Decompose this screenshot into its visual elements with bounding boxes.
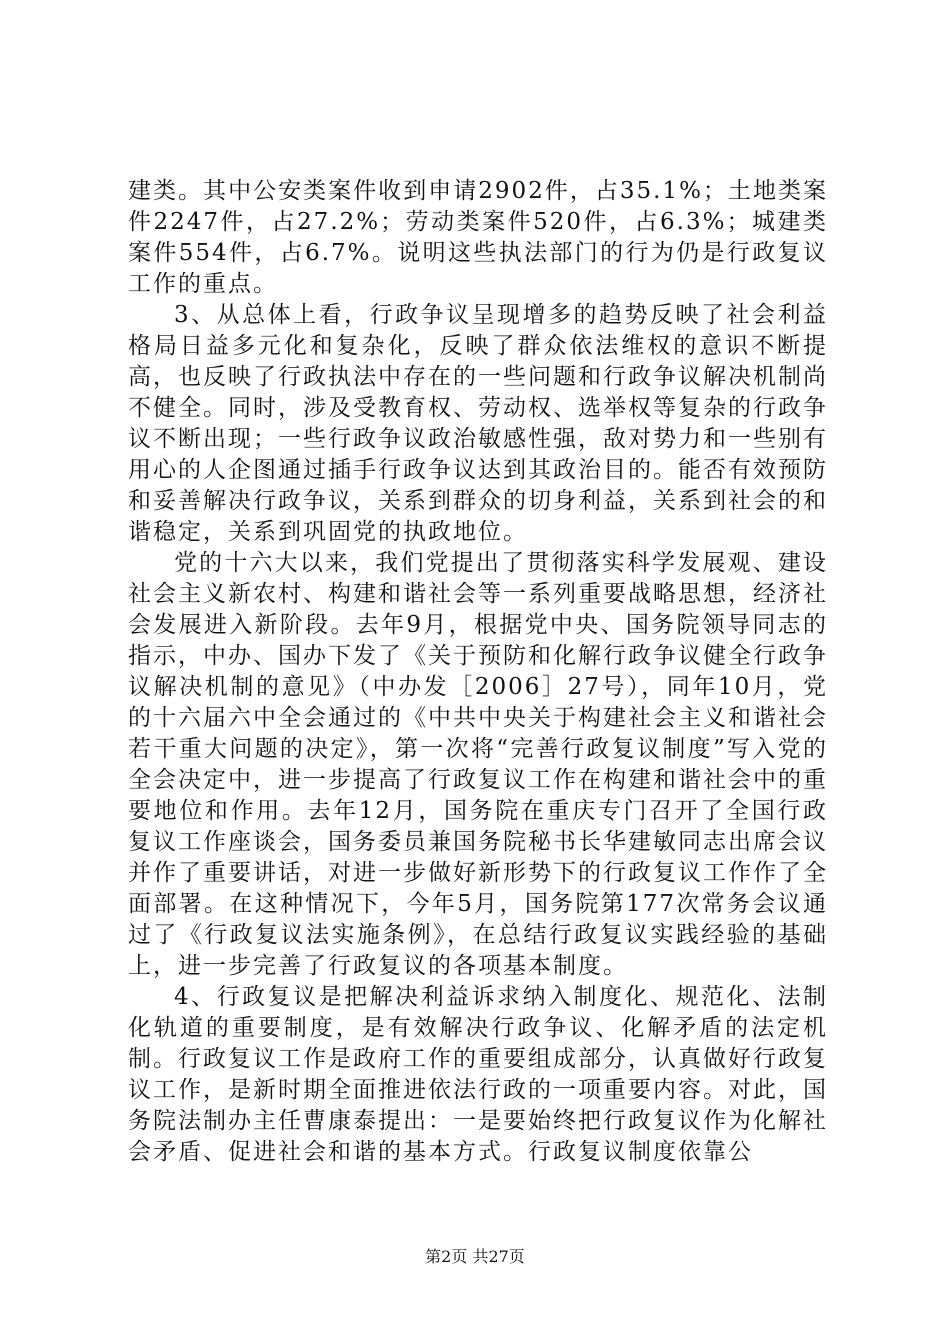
paragraph-3: 3、从总体上看，行政争议呈现增多的趋势反映了社会利益格局日益多元化和复杂化，反映了群众依法维权的意识不断提高，也反映了行政执法中存在的一些问题和行政争议解决机制尚不健全。同时，涉及受教育权、劳动权、选举权等复杂的行政争议不断出现；一些行政争议政治敏感性强，敌对势力和一些别有用心的人企图通过插手行政争议达到其政治目的。能否有效预防和妥善解决行政争议，关系到群众的切身利益，关系到社会的和谐稳定，关系到巩固党的执政地位。 <box>128 302 828 545</box>
page-number: 第2页 共27页 <box>425 1247 525 1266</box>
page-footer <box>0 1244 950 1267</box>
paragraph-party-congress: 党的十六大以来，我们党提出了贯彻落实科学发展观、建设社会主义新农村、构建和谐社会等一系列重要战略思想，经济社会发展进入新阶段。去年9月，根据党中央、国务院领导同志的指示，中办、国办下发了《关于预防和化解行政争议健全行政争议解决机制的意见》（中办发［2006］27号），同年10月，党的十六届六中全会通过的《中共中央关于构建社会主义和谐社会若干重大问题的决定》，第一次将“完善行政复议制度”写入党的全会决定中，进一步提高了行政复议工作在构建和谐社会中的重要地位和作用。去年12月，国务院在重庆专门召开了全国行政复议工作座谈会，国务委员兼国务院秘书长华建敏同志出席会议并作了重要讲话，对进一步做好新形势下的行政复议工作作了全面部署。在这种情况下，今年5月，国务院第177次常务会议通过了《行政复议法实施条例》，在总结行政复议实践经验的基础上，进一步完善了行政复议的各项基本制度。 <box>128 550 828 979</box>
document-body <box>128 176 828 1168</box>
paragraph-4: 4、行政复议是把解决利益诉求纳入制度化、规范化、法制化轨道的重要制度，是有效解决行政争议、化解矛盾的法定机制。行政复议工作是政府工作的重要组成部分，认真做好行政复议工作，是新时期全面推进依法行政的一项重要内容。对此，国务院法制办主任曹康泰提出：一是要始终把行政复议作为化解社会矛盾、促进社会和谐的基本方式。行政复议制度依靠公 <box>128 984 828 1165</box>
paragraph-continuation: 建类。其中公安类案件收到申请2902件，占35.1%；土地类案件2247件，占27.2%；劳动类案件520件，占6.3%；城建类案件554件，占6.7%。说明这些执法部门的行为仍是行政复议工作的重点。 <box>128 178 828 297</box>
